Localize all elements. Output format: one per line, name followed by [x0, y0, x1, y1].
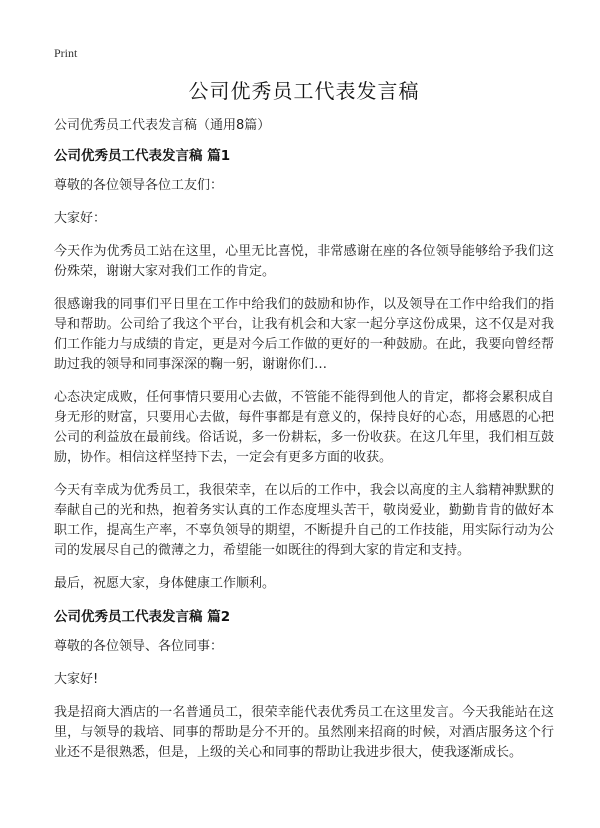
paragraph: 今天有幸成为优秀员工，我很荣幸，在以后的工作中，我会以高度的主人翁精神默默的奉献自己的光和热，抱着务实认真的工作态度埋头苦干，敬岗爱业，勤勤肯肯的做好本职工作，提高生产率，不辜负领导的期望，不断提升自己的工作技能，用实际行动为公司的发展尽自己的微薄之力，希望能一如既往的得到大家的肯定和支持。 [54, 483, 554, 558]
paragraph: 心态决定成败，任何事情只要用心去做，不管能不能得到他人的肯定，都将会累积成自身无形的财富，只要用心去做，每件事都是有意义的，保持良好的心态，用感恩的心把公司的利益放在最前线。俗话说，多一份耕耘，多一份收获。在这几年里，我们相互鼓励，协作。相信这样坚持下去，一定会有更多方面的收获。 [54, 390, 554, 465]
section-heading: 公司优秀员工代表发言稿 篇1 [54, 148, 231, 164]
section-heading: 公司优秀员工代表发言稿 篇2 [54, 609, 231, 625]
paragraph: 尊敬的各位领导、各位同事： [54, 639, 224, 654]
page-title: 公司优秀员工代表发言稿 [188, 79, 420, 103]
paragraph: 我是招商大酒店的一名普通员工，很荣幸能代表优秀员工在这里发言。今天我能站在这里，与领导的栽培、同事的帮助是分不开的。虽然刚来招商的时候，对酒店服务这个行业还不是很熟悉，但是，上级的关心和同事的帮助让我进步很大，使我逐渐成长。 [54, 705, 554, 760]
paragraph: 尊敬的各位领导各位工友们： [54, 178, 224, 193]
section-2 [54, 607, 554, 763]
paragraph: 今天作为优秀员工站在这里，心里无比喜悦，非常感谢在座的各位领导能够给予我们这份殊荣，谢谢大家对我们工作的肯定。 [54, 244, 554, 279]
paragraph: 大家好： [54, 211, 107, 226]
section-1 [54, 146, 554, 594]
print-link[interactable]: Print [54, 46, 78, 60]
paragraph: 最后，祝愿大家，身体健康工作顺利。 [54, 576, 276, 591]
document-content [54, 78, 554, 776]
document-subtitle: 公司优秀员工代表发言稿（通用8篇） [54, 118, 271, 133]
paragraph: 大家好! [54, 672, 99, 687]
paragraph: 很感谢我的同事们平日里在工作中给我们的鼓励和协作，以及领导在工作中给我们的指导和帮助。公司给了我这个平台，让我有机会和大家一起分享这份成果，这不仅是对我们工作能力与成绩的肯定，更是对今后工作做的更好的一种鼓励。在此，我要向曾经帮助过我的领导和同事深深的鞠一躬，谢谢你们… [54, 297, 554, 372]
